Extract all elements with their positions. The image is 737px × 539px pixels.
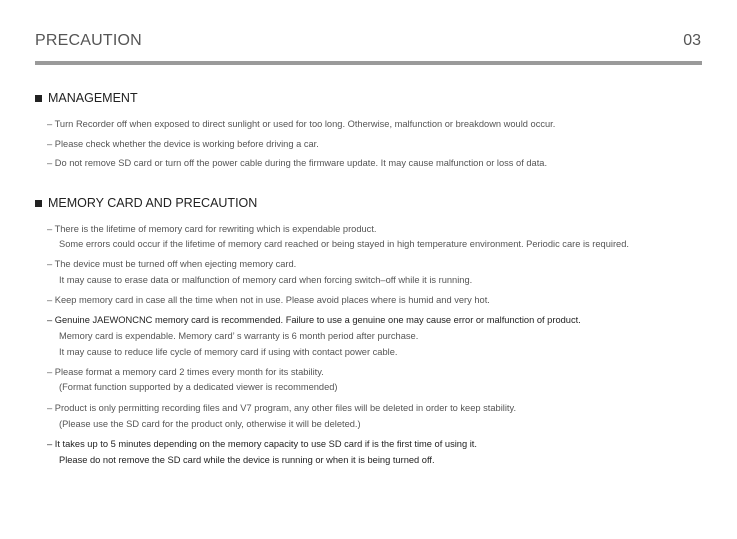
page-number: 03 xyxy=(683,32,701,49)
memory-card-line: – Genuine JAEWONCNC memory card is recommended. Failure to use a genuine one may cause error or malfunction of product. xyxy=(47,315,581,325)
memory-card-line: – The device must be turned off when ejecting memory card. xyxy=(47,259,297,269)
management-heading xyxy=(35,90,707,106)
management-item: – Do not remove SD card or turn off the power cable during the firmware update. It may cause malfunction or loss of data. xyxy=(47,158,548,168)
memory-card-line: – Please format a memory card 2 times every month for its stability. xyxy=(47,367,324,377)
management-item: – Please check whether the device is working before driving a car. xyxy=(47,139,319,149)
memory-card-heading xyxy=(35,195,707,211)
management-heading-text: MANAGEMENT xyxy=(48,91,138,105)
management-item: – Turn Recorder off when exposed to direct sunlight or used for too long. Otherwise, malfunction or breakdown would occur. xyxy=(47,119,556,129)
memory-card-section xyxy=(35,195,707,211)
page-header xyxy=(35,30,702,66)
memory-card-line: – It takes up to 5 minutes depending on the memory capacity to use SD card if is the first time of using it. xyxy=(47,439,477,449)
memory-card-line: Some errors could occur if the lifetime of memory card reached or being stayed in high temperature environment. Periodic care is required. xyxy=(59,239,629,249)
memory-card-line: – Product is only permitting recording files and V7 program, any other files will be deleted in order to keep stability. xyxy=(47,403,517,413)
square-bullet-icon xyxy=(35,200,42,207)
memory-card-line: Memory card is expendable. Memory card’ s warranty is 6 month period after purchase. xyxy=(59,331,419,341)
memory-card-heading-text: MEMORY CARD AND PRECAUTION xyxy=(48,196,258,210)
memory-card-line: (Format function supported by a dedicated viewer is recommended) xyxy=(59,382,338,392)
memory-card-line: It may cause to erase data or malfunction of memory card when forcing switch–off while it is running. xyxy=(59,275,473,285)
memory-card-line: (Please use the SD card for the product only, otherwise it will be deleted.) xyxy=(59,419,361,429)
page-title: PRECAUTION xyxy=(35,32,142,49)
memory-card-line: – There is the lifetime of memory card for rewriting which is expendable product. xyxy=(47,224,377,234)
memory-card-line: Please do not remove the SD card while the device is running or when it is being turned off. xyxy=(59,455,435,465)
header-divider xyxy=(35,61,702,65)
square-bullet-icon xyxy=(35,95,42,102)
management-section xyxy=(35,90,707,106)
memory-card-line: It may cause to reduce life cycle of memory card if using with contact power cable. xyxy=(59,347,398,357)
memory-card-line: – Keep memory card in case all the time when not in use. Please avoid places where is humid and very hot. xyxy=(47,295,490,305)
